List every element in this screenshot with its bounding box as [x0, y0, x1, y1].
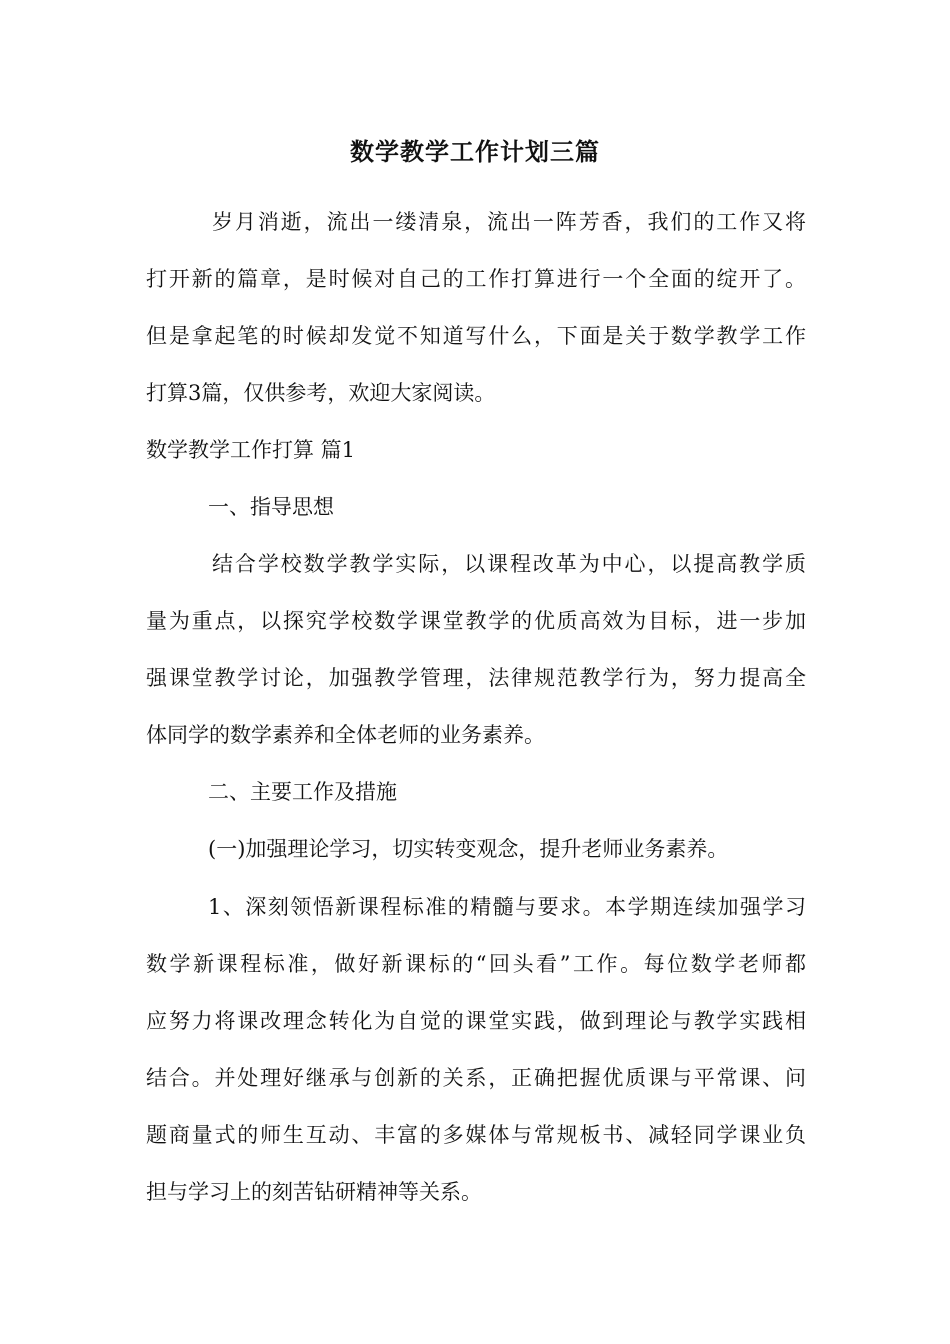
paragraph-line: 应努力将课改理念转化为自觉的课堂实践，做到理论与教学实践相 — [146, 1009, 806, 1033]
intro-line-3: 但是拿起笔的时候却发觉不知道写什么，下面是关于数学教学工作 — [146, 324, 806, 348]
section-heading: 数学教学工作打算 篇1 — [146, 438, 356, 462]
paragraph-line: 数学新课程标准，做好新课标的“回头看”工作。每位数学老师都 — [146, 952, 806, 976]
intro-line-4: 打算3篇，仅供参考，欢迎大家阅读。 — [146, 381, 496, 405]
intro-line-1: 岁月消逝，流出一缕清泉，流出一阵芳香，我们的工作又将 — [212, 210, 806, 234]
paragraph-line: 量为重点，以探究学校数学课堂教学的优质高效为目标，进一步加 — [146, 609, 806, 633]
paragraph-line: 1、深刻领悟新课程标准的精髓与要求。本学期连续加强学习 — [208, 895, 806, 919]
document-title: 数学教学工作计划三篇 — [350, 137, 600, 166]
paragraph-line: 结合。并处理好继承与创新的关系，正确把握优质课与平常课、问 — [146, 1066, 806, 1090]
heading-guiding-ideology: 一、指导思想 — [208, 495, 334, 519]
subheading-theory-study: (一)加强理论学习，切实转变观念，提升老师业务素养。 — [208, 837, 729, 861]
paragraph-line: 结合学校数学教学实际，以课程改革为中心，以提高教学质 — [212, 552, 806, 576]
paragraph-line: 担与学习上的刻苦钻研精神等关系。 — [146, 1180, 482, 1204]
paragraph-line: 体同学的数学素养和全体老师的业务素养。 — [146, 723, 545, 747]
paragraph-line: 题商量式的师生互动、丰富的多媒体与常规板书、减轻同学课业负 — [146, 1123, 806, 1147]
paragraph-line: 强课堂教学讨论，加强教学管理，法律规范教学行为，努力提高全 — [146, 666, 806, 690]
heading-main-work: 二、主要工作及措施 — [208, 780, 397, 804]
intro-line-2: 打开新的篇章，是时候对自己的工作打算进行一个全面的绽开了。 — [146, 267, 806, 291]
